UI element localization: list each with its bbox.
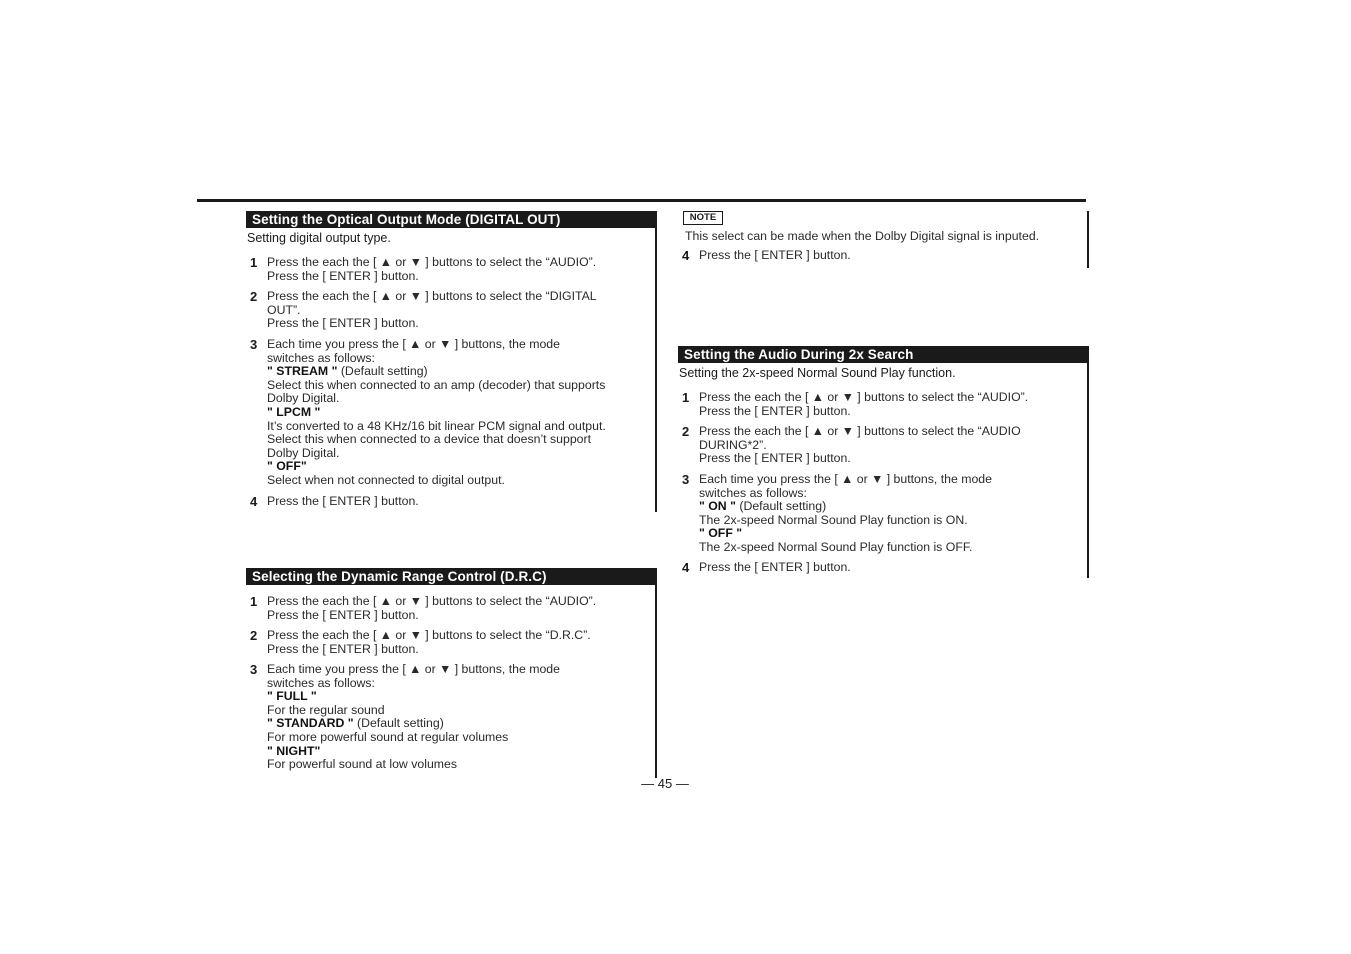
option-name: " OFF"	[267, 459, 307, 474]
option-name: " NIGHT"	[267, 743, 321, 758]
step-number: 1	[250, 594, 258, 609]
step-number: 1	[682, 390, 690, 405]
option-heading	[267, 717, 560, 731]
step-text: Press the each the [ ▲ or ▼ ] buttons to select the “AUDIO”.	[267, 255, 597, 269]
page-number: — 45 —	[641, 776, 689, 791]
option-description: For the regular sound	[267, 702, 385, 717]
step-text: Press the [ ENTER ] button.	[267, 607, 419, 622]
option-description: Select this when connected to an amp (decoder) that supports	[267, 377, 606, 392]
step-text: Each time you press the [ ▲ or ▼ ] buttons, the mode	[267, 337, 560, 351]
step-text: Press the [ ENTER ] button.	[699, 560, 851, 574]
step-number: 2	[250, 289, 258, 304]
option-heading	[267, 406, 606, 420]
option-name: " OFF "	[699, 526, 743, 541]
option-name: " STANDARD "	[267, 716, 354, 731]
step-text: OUT”.	[267, 302, 301, 317]
step-number: 3	[250, 662, 258, 677]
option-default-note: (Default setting)	[735, 499, 827, 514]
top-rule	[197, 199, 1086, 202]
step-text: Press the [ ENTER ] button.	[267, 641, 419, 656]
option-description: It’s converted to a 48 KHz/16 bit linear PCM signal and output.	[267, 418, 606, 433]
step-text: Each time you press the [ ▲ or ▼ ] buttons, the mode	[267, 662, 560, 676]
left-column-divider	[655, 211, 657, 512]
step-text: switches as follows:	[267, 675, 375, 690]
step-text: switches as follows:	[699, 485, 807, 500]
option-heading	[267, 690, 560, 704]
step-text: Press the [ ENTER ] button.	[267, 316, 419, 331]
step-text: Press the each the [ ▲ or ▼ ] buttons to select the “D.R.C”.	[267, 628, 591, 642]
step-text: Press the each the [ ▲ or ▼ ] buttons to select the “AUDIO	[699, 424, 1021, 438]
option-description: The 2x-speed Normal Sound Play function is ON.	[699, 512, 968, 527]
option-heading	[699, 527, 992, 541]
section-intro-search-audio: Setting the 2x-speed Normal Sound Play function.	[679, 366, 956, 380]
option-description: The 2x-speed Normal Sound Play function is OFF.	[699, 539, 973, 554]
option-heading	[267, 460, 606, 474]
right-column-divider	[1087, 211, 1089, 268]
option-default-note: (Default setting)	[337, 364, 428, 379]
option-description: Select when not connected to digital output.	[267, 472, 505, 487]
step-text: Press the each the [ ▲ or ▼ ] buttons to select the “DIGITAL	[267, 289, 597, 303]
step-number: 1	[250, 255, 258, 270]
step-number: 4	[250, 494, 258, 509]
section-title-digital-out: Setting the Optical Output Mode (DIGITAL OUT)	[246, 211, 656, 228]
section-title-drc: Selecting the Dynamic Range Control (D.R.C)	[246, 568, 656, 585]
section-title-search-audio: Setting the Audio During 2x Search	[678, 346, 1088, 363]
step-text: Press the [ ENTER ] button.	[267, 494, 419, 508]
option-heading	[267, 745, 560, 759]
option-description: Select this when connected to a device that doesn’t support	[267, 432, 592, 447]
option-description: Dolby Digital.	[267, 445, 340, 460]
option-description: Dolby Digital.	[267, 391, 340, 406]
step-number: 4	[682, 560, 690, 575]
option-name: " FULL "	[267, 689, 317, 704]
step-text: DURING*2”.	[699, 437, 767, 452]
step-number: 3	[682, 472, 690, 487]
option-description: For powerful sound at low volumes	[267, 757, 458, 772]
option-default-note: (Default setting)	[353, 716, 444, 731]
step-text: Each time you press the [ ▲ or ▼ ] buttons, the mode	[699, 472, 992, 486]
step-text: Press the [ ENTER ] button.	[699, 248, 851, 262]
section-intro-digital-out: Setting digital output type.	[247, 231, 391, 245]
step-text: Press the each the [ ▲ or ▼ ] buttons to select the “AUDIO”.	[267, 594, 597, 608]
step-number: 2	[682, 424, 690, 439]
option-heading	[267, 365, 606, 379]
note-badge: NOTE	[683, 211, 723, 225]
option-description: For more powerful sound at regular volumes	[267, 729, 509, 744]
option-name: " STREAM "	[267, 364, 338, 379]
step-text: Press the each the [ ▲ or ▼ ] buttons to select the “AUDIO”.	[699, 390, 1029, 404]
step-text: Press the [ ENTER ] button.	[699, 451, 851, 466]
note-text: This select can be made when the Dolby Digital signal is inputed.	[685, 229, 1040, 243]
step-number: 4	[682, 248, 690, 263]
step-text: Press the [ ENTER ] button.	[267, 268, 419, 283]
step-text: Press the [ ENTER ] button.	[699, 403, 851, 418]
step-text: switches as follows:	[267, 350, 375, 365]
step-number: 2	[250, 628, 258, 643]
option-name: " ON "	[699, 499, 736, 514]
option-name: " LPCM "	[267, 404, 321, 419]
step-number: 3	[250, 337, 258, 352]
option-heading	[699, 500, 992, 514]
left-column-divider-lower	[655, 568, 657, 778]
right-column-divider-lower	[1087, 346, 1089, 578]
